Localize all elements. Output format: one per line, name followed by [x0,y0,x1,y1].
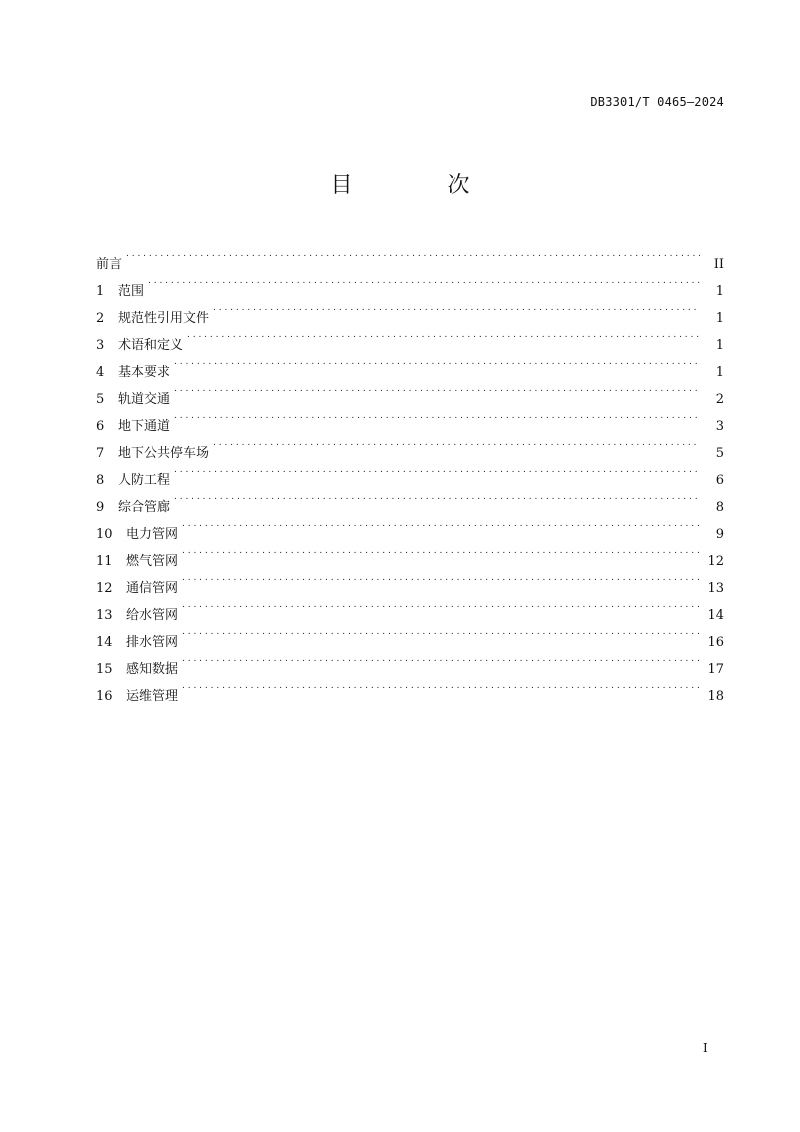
toc-entry-page: 16 [707,635,724,650]
toc-leader-dots [180,538,700,565]
toc-entry-page: 1 [715,338,724,353]
toc-entry-page: 5 [715,446,724,461]
toc-entry-number: 7 [96,446,105,461]
toc-entry-page: 1 [715,284,724,299]
toc-entry-number: 1 [96,284,105,299]
table-of-contents [96,241,724,704]
toc-leader-dots [124,241,700,268]
toc-entry-number: 13 [96,608,113,623]
toc-entry-label: 燃气管网 [126,554,179,569]
toc-entry-label: 范围 [118,284,145,299]
toc-entry-page: 8 [715,500,724,515]
toc-entry-number: 12 [96,581,113,596]
toc-entry-label: 感知数据 [126,662,179,677]
toc-leader-dots [172,484,700,511]
toc-entry-number: 14 [96,635,113,650]
toc-entry-8[interactable] [96,457,724,488]
document-code: DB3301/T 0465—2024 [590,95,724,109]
toc-leader-dots [172,376,700,403]
toc-leader-dots [172,349,700,376]
toc-entry-page: 1 [715,311,724,326]
toc-entry-number: 11 [96,554,113,569]
toc-leader-dots [172,457,700,484]
toc-entry-15[interactable] [96,646,724,677]
toc-entry-label: 前言 [96,257,123,272]
toc-entry-page: 6 [715,473,724,488]
toc-entry-label: 电力管网 [126,527,179,542]
toc-entry-page: 3 [715,419,724,434]
toc-entry-page: 14 [707,608,724,623]
toc-entry-9[interactable] [96,484,724,515]
toc-entry-10[interactable] [96,511,724,542]
toc-entry-number: 15 [96,662,113,677]
toc-entry-4[interactable] [96,349,724,380]
toc-entry-number: 5 [96,392,105,407]
toc-entry-2[interactable] [96,295,724,326]
toc-entry-number: 8 [96,473,105,488]
toc-entry-label: 术语和定义 [118,338,184,353]
toc-leader-dots [146,268,700,295]
toc-entry-foreword[interactable] [96,241,724,272]
toc-entry-3[interactable] [96,322,724,353]
toc-entry-page: 12 [707,554,724,569]
toc-entry-number: 10 [96,527,113,542]
page-title: 目 次 [330,173,514,198]
toc-entry-page: 9 [715,527,724,542]
toc-entry-label: 通信管网 [126,581,179,596]
toc-entry-page: 1 [715,365,724,380]
toc-leader-dots [180,673,700,700]
toc-entry-label: 轨道交通 [118,392,171,407]
toc-entry-5[interactable] [96,376,724,407]
toc-leader-dots [211,295,700,322]
toc-entry-6[interactable] [96,403,724,434]
toc-leader-dots [211,430,700,457]
toc-entry-label: 排水管网 [126,635,179,650]
toc-entry-label: 人防工程 [118,473,171,488]
toc-leader-dots [180,592,700,619]
toc-entry-number: 4 [96,365,105,380]
toc-entry-number: 6 [96,419,105,434]
toc-entry-label: 基本要求 [118,365,171,380]
toc-entry-number: 2 [96,311,105,326]
toc-entry-label: 规范性引用文件 [118,311,210,326]
toc-leader-dots [180,565,700,592]
toc-entry-7[interactable] [96,430,724,461]
toc-entry-page: 13 [707,581,724,596]
toc-entry-12[interactable] [96,565,724,596]
toc-entry-number: 16 [96,689,113,704]
toc-entry-page: 18 [707,689,724,704]
toc-entry-11[interactable] [96,538,724,569]
toc-entry-label: 地下公共停车场 [118,446,210,461]
toc-entry-number: 9 [96,500,105,515]
toc-entry-14[interactable] [96,619,724,650]
toc-entry-page: II [713,257,724,272]
toc-entry-1[interactable] [96,268,724,299]
toc-leader-dots [172,403,700,430]
page-number: I [703,1041,708,1055]
toc-entry-page: 17 [707,662,724,677]
toc-entry-13[interactable] [96,592,724,623]
toc-entry-label: 运维管理 [126,689,179,704]
toc-entry-label: 给水管网 [126,608,179,623]
toc-entry-page: 2 [715,392,724,407]
toc-leader-dots [180,511,700,538]
toc-leader-dots [180,619,700,646]
toc-leader-dots [185,322,700,349]
toc-entry-label: 综合管廊 [118,500,171,515]
toc-entry-label: 地下通道 [118,419,171,434]
toc-entry-number: 3 [96,338,105,353]
toc-entry-16[interactable] [96,673,724,704]
toc-leader-dots [180,646,700,673]
